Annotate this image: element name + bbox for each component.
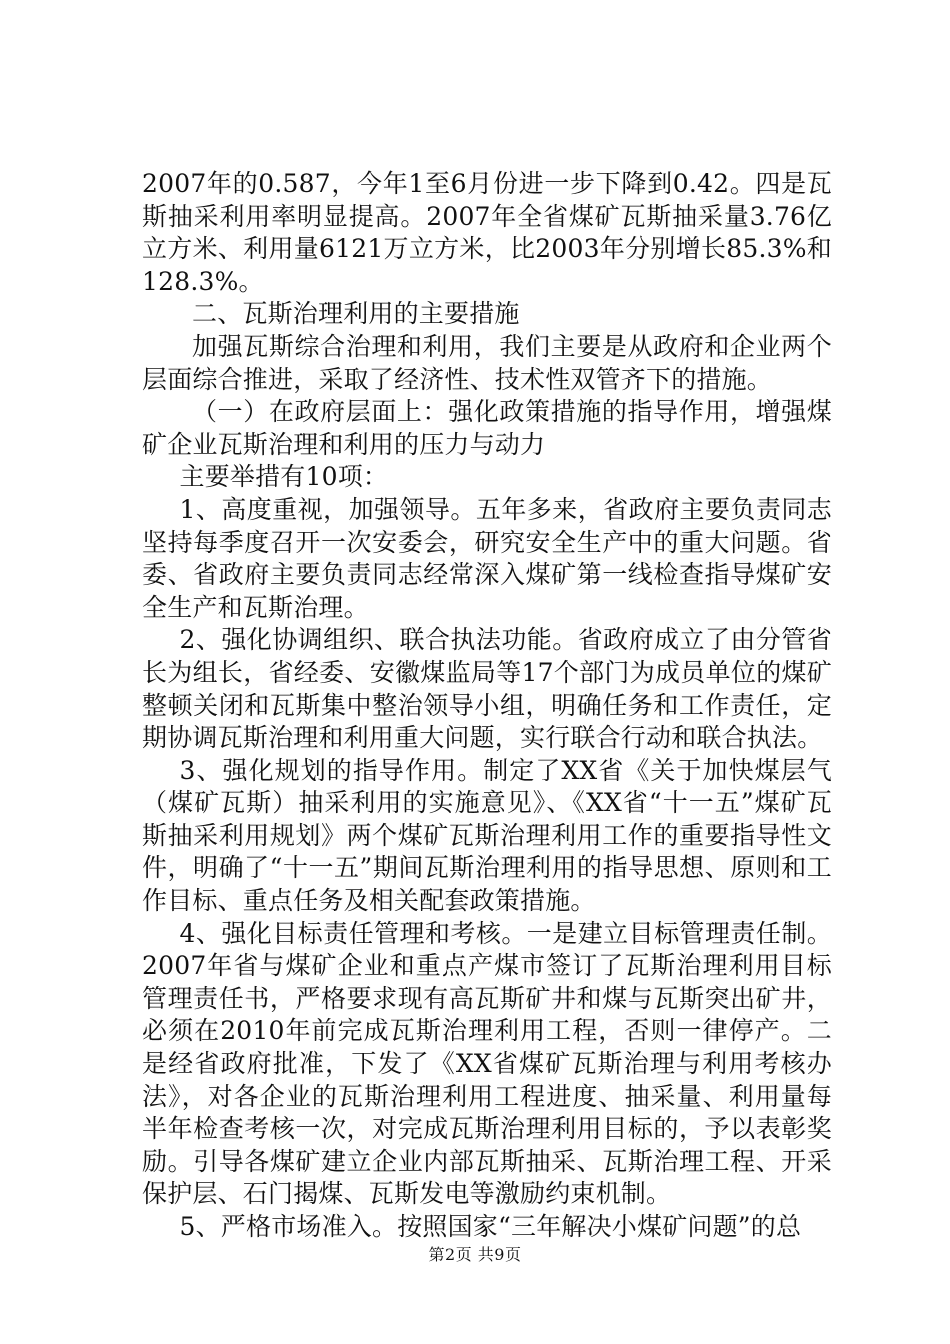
page-number-footer: 第2页 共9页 xyxy=(428,1245,522,1264)
paragraph-item-4: 4、强化目标责任管理和考核。一是建立目标管理责任制。2007年省与煤矿企业和重点产煤市签订了瓦斯治理利用目标管理责任书，严格要求现有高瓦斯矿井和煤与瓦斯突出矿井，必须在2010年前完成瓦斯治理利用工程，否则一律停产。二是经省政府批准，下发了《XX省煤矿瓦斯治理与利用考核办法》，对各企业的瓦斯治理利用工程进度、抽采量、利用量每半年检查考核一次，对完成瓦斯治理利用目标的，予以表彰奖励。引导各煤矿建立企业内部瓦斯抽采、瓦斯治理工程、开采保护层、石门揭煤、瓦斯发电等激励约束机制。 xyxy=(142,918,832,1209)
paragraph-item-3: 3、强化规划的指导作用。制定了XX省《关于加快煤层气（煤矿瓦斯）抽采利用的实施意见》、《XX省“十一五”煤矿瓦斯抽采利用规划》两个煤矿瓦斯治理利用工作的重要指导性文件，明确了“十一五”期间瓦斯治理利用的指导思想、原则和工作目标、重点任务及相关配套政策措施。 xyxy=(142,755,832,916)
subsection-heading: （一）在政府层面上：强化政策措施的指导作用，增强煤矿企业瓦斯治理和利用的压力与动力 xyxy=(142,397,832,459)
paragraph-intro: 加强瓦斯综合治理和利用，我们主要是从政府和企业两个层面综合推进，采取了经济性、技术性双管齐下的措施。 xyxy=(142,331,832,394)
paragraph-continuation: 2007年的0.587，今年1至6月份进一步下降到0.42。四是瓦斯抽采利用率明显提高。2007年全省煤矿瓦斯抽采量3.76亿立方米、利用量6121万立方米，比2003年分别增长85.3%和128.3%。 xyxy=(142,169,832,296)
section-heading: 二、瓦斯治理利用的主要措施 xyxy=(192,299,520,329)
paragraph-measures-count: 主要举措有10项： xyxy=(179,462,389,492)
paragraph-item-1: 1、高度重视，加强领导。五年多来，省政府主要负责同志坚持每季度召开一次安委会，研究安全生产中的重大问题。省委、省政府主要负责同志经常深入煤矿第一线检查指导煤矿安全生产和瓦斯治理。 xyxy=(142,494,832,622)
document-body xyxy=(142,168,832,1244)
paragraph-item-2: 2、强化协调组织、联合执法功能。省政府成立了由分管省长为组长，省经委、安徽煤监局等17个部门为成员单位的煤矿整顿关闭和瓦斯集中整治领导小组，明确任务和工作责任，定期协调瓦斯治理和利用重大问题，实行联合行动和联合执法。 xyxy=(142,625,832,753)
paragraph-item-5: 5、严格市场准入。按照国家“三年解决小煤矿问题”的总 xyxy=(179,1212,802,1241)
